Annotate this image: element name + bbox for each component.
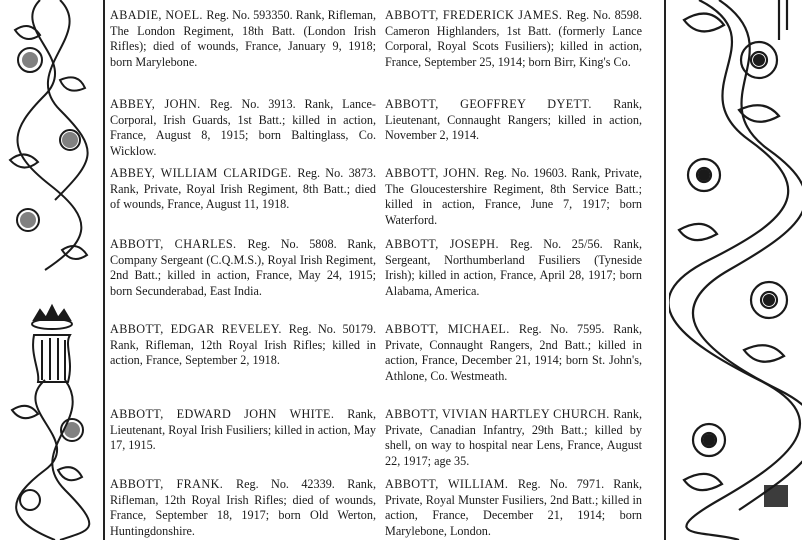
entry-details: Reg. No. 42339. Rank, Rifleman, 12th Royal Irish Rifles; died of wounds, France, September 18, 1917; born Old Werton, Huntingdonshire. [110,477,376,538]
roll-entry [110,477,376,539]
roll-entry [385,166,642,228]
entry-name: ABBOTT, GEOFFREY DYETT. [385,97,614,111]
entry-details: Reg. No. 50179. Rank, Rifleman, 12th Royal Irish Rifles; killed in action, France, September 2, 1918. [110,322,376,368]
entry-name: ABADIE, NOEL. [110,8,207,22]
entry-details: Reg. No. 7595. Rank, Private, Connaught Rangers, 2nd Batt.; killed in action, France, December 21, 1914; born St. John's, Athlone, Co. Westmeath. [385,322,642,383]
entry-name: ABBOTT, VIVIAN HARTLEY CHURCH. [385,407,614,421]
roll-entry [385,407,642,469]
entry-details: Reg. No. 19603. Rank, Private, The Gloucestershire Regiment, 8th Service Batt.; killed in action, France, June 7, 1917; born Waterford. [385,166,642,227]
roll-entry [110,8,376,70]
entry-name: ABBEY, JOHN. [110,97,210,111]
entry-details: Reg. No. 3913. Rank, Lance-Corporal, Irish Guards, 1st Batt.; killed in action, France, August 8, 1915; born Baltinglass, Co. Wicklow. [110,97,376,158]
roll-entry [110,237,376,299]
entry-details: Reg. No. 3873. Rank, Private, Royal Irish Regiment, 8th Batt.; died of wounds, France, August 11, 1918. [110,166,376,212]
roll-entry [385,322,642,384]
left-column-rule [103,0,105,540]
roll-entry [110,97,376,159]
entry-details: Reg. No. 25/56. Rank, Sergeant, Northumberland Fusiliers (Tyneside Irish); killed in action, France, April 28, 1917; born Alabama, America. [385,237,643,298]
entry-name: ABBOTT, WILLIAM. [385,477,518,491]
roll-entry [385,477,642,539]
entry-details: Reg. No. 7971. Rank, Private, Royal Munster Fusiliers, 2nd Batt.; killed in action, France, December 21, 1914; born Marylebone, London. [385,477,642,538]
right-ornamental-border-icon [669,0,802,540]
entry-details: Rank, Lieutenant, Royal Irish Fusiliers; killed in action, May 17, 1915. [110,407,376,453]
roll-entry [385,8,642,70]
entry-details: Reg. No. 593350. Rank, Rifleman, The London Regiment, 18th Batt. (London Irish Rifles); died of wounds, France, January 9, 1918; born Marylebone. [110,8,376,69]
entry-name: ABBOTT, EDWARD JOHN WHITE. [110,407,348,421]
entry-name: ABBOTT, JOHN. [385,166,485,180]
entry-name: ABBOTT, CHARLES. [110,237,248,251]
roll-entry [110,166,376,213]
roll-entry [110,322,376,369]
entry-details: Reg. No. 5808. Rank, Company Sergeant (C.Q.M.S.), Royal Irish Regiment, 2nd Batt.; killed in action, France, May 24, 1915; born Secunderabad, East India. [110,237,376,298]
entry-name: ABBEY, WILLIAM CLARIDGE. [110,166,298,180]
entry-name: ABBOTT, FRANK. [110,477,236,491]
entry-details: Rank, Private, Canadian Infantry, 29th Batt.; killed by shell, on way to hospital near Lens, France, August 22, 1917; age 35. [385,407,642,468]
entry-name: ABBOTT, FREDERICK JAMES. [385,8,567,22]
right-column-rule [664,0,666,540]
entry-name: ABBOTT, EDGAR REVELEY. [110,322,289,336]
entry-name: ABBOTT, MICHAEL. [385,322,519,336]
left-ornamental-border-icon [0,0,102,540]
roll-entry [385,237,642,299]
roll-entry [110,407,376,454]
entry-name: ABBOTT, JOSEPH. [385,237,510,251]
entry-details: Reg. No. 8598. Cameron Highlanders, 1st Batt. (formerly Lance Corporal, Royal Scots Fusiliers); killed in action, France, September 25, 1914; born Birr, King's Co. [385,8,643,69]
entry-details: Rank, Lieutenant, Connaught Rangers; killed in action, November 2, 1914. [385,97,642,143]
roll-entry [385,97,642,144]
